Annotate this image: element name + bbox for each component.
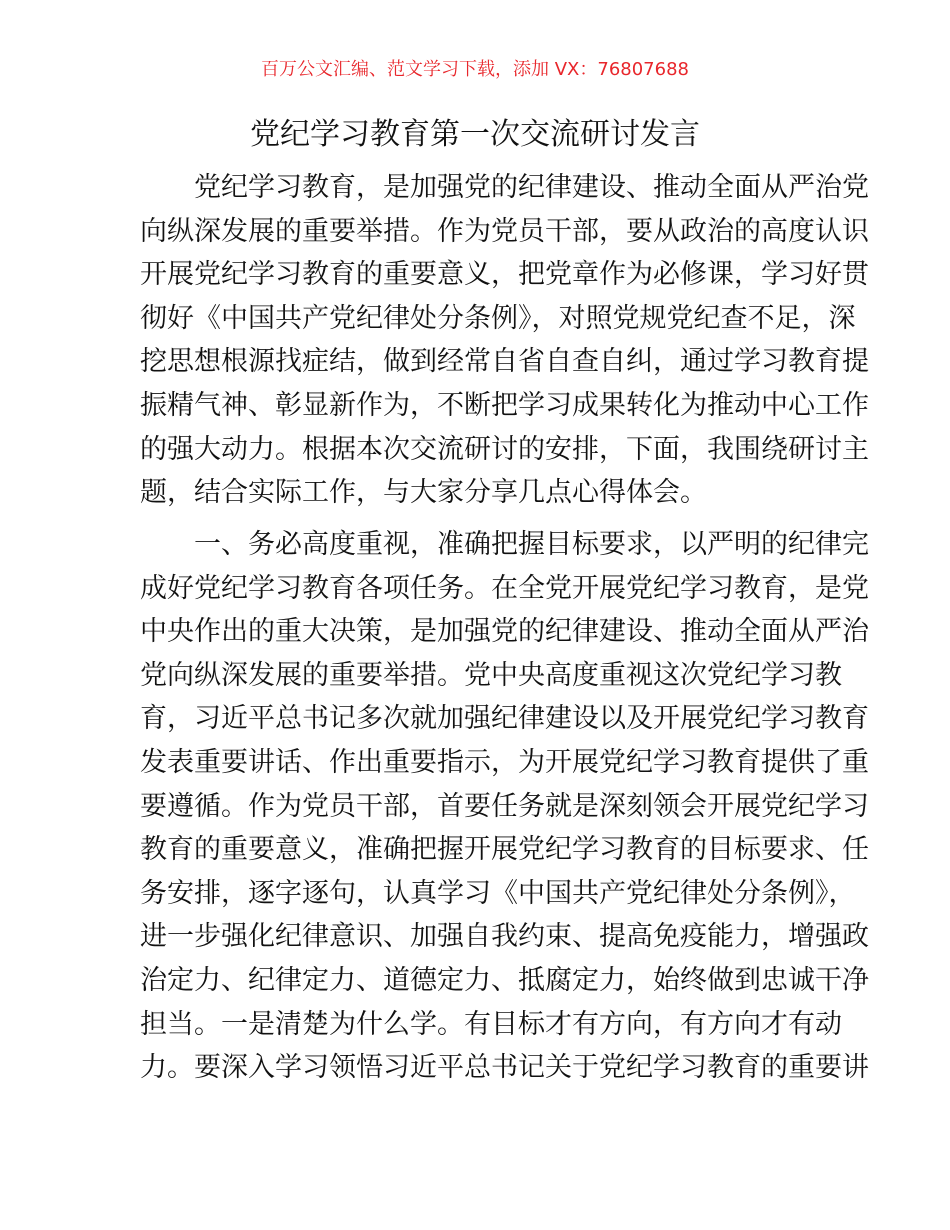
text-line: 要遵循。作为党员干部，首要任务就是深刻领会开展党纪学习 [140, 790, 869, 822]
document-title: 党纪学习教育第一次交流研讨发言 [250, 117, 700, 152]
text-line: 治定力、纪律定力、道德定力、抵腐定力，始终做到忠诚干净 [140, 964, 869, 996]
text-line: 题，结合实际工作，与大家分享几点心得体会。 [140, 477, 707, 509]
text-line: 进一步强化纪律意识、加强自我约束、提高免疫能力，增强政 [140, 921, 869, 953]
text-line: 成好党纪学习教育各项任务。在全党开展党纪学习教育，是党 [140, 572, 869, 604]
text-line: 振精气神、彰显新作为，不断把学习成果转化为推动中心工作 [140, 389, 869, 421]
text-line: 务安排，逐字逐句，认真学习《中国共产党纪律处分条例》， [140, 877, 856, 909]
text-line: 开展党纪学习教育的重要意义，把党章作为必修课，学习好贯 [140, 259, 869, 291]
text-line: 教育的重要意义，准确把握开展党纪学习教育的目标要求、任 [140, 834, 869, 866]
paragraph-section-one [140, 523, 869, 1090]
text-line: 挖思想根源找症结，做到经常自省自查自纠，通过学习教育提 [140, 346, 869, 378]
watermark-header: 百万公文汇编、范文学习下载，添加 VX：76807688 [261, 59, 689, 80]
text-line: 担当。一是清楚为什么学。有目标才有方向，有方向才有动 [140, 1008, 842, 1040]
text-line: 向纵深发展的重要举措。作为党员干部，要从政治的高度认识 [140, 215, 869, 247]
text-line: 彻好《中国共产党纪律处分条例》，对照党规党纪查不足，深 [140, 302, 856, 334]
paragraph-intro [140, 166, 869, 515]
text-line: 的强大动力。根据本次交流研讨的安排，下面，我围绕研讨主 [140, 433, 869, 465]
text-line: 中央作出的重大决策，是加强党的纪律建设、推动全面从严治 [140, 616, 869, 648]
text-line: 力。要深入学习领悟习近平总书记关于党纪学习教育的重要讲 [140, 1052, 869, 1084]
text-line: 发表重要讲话、作出重要指示，为开展党纪学习教育提供了重 [140, 746, 869, 778]
text-line: 育，习近平总书记多次就加强纪律建设以及开展党纪学习教育 [140, 703, 869, 735]
text-line: 党纪学习教育，是加强党的纪律建设、推动全面从严治党 [140, 172, 869, 203]
text-line: 一、务必高度重视，准确把握目标要求，以严明的纪律完 [140, 529, 869, 560]
text-line: 党向纵深发展的重要举措。党中央高度重视这次党纪学习教 [140, 659, 842, 691]
